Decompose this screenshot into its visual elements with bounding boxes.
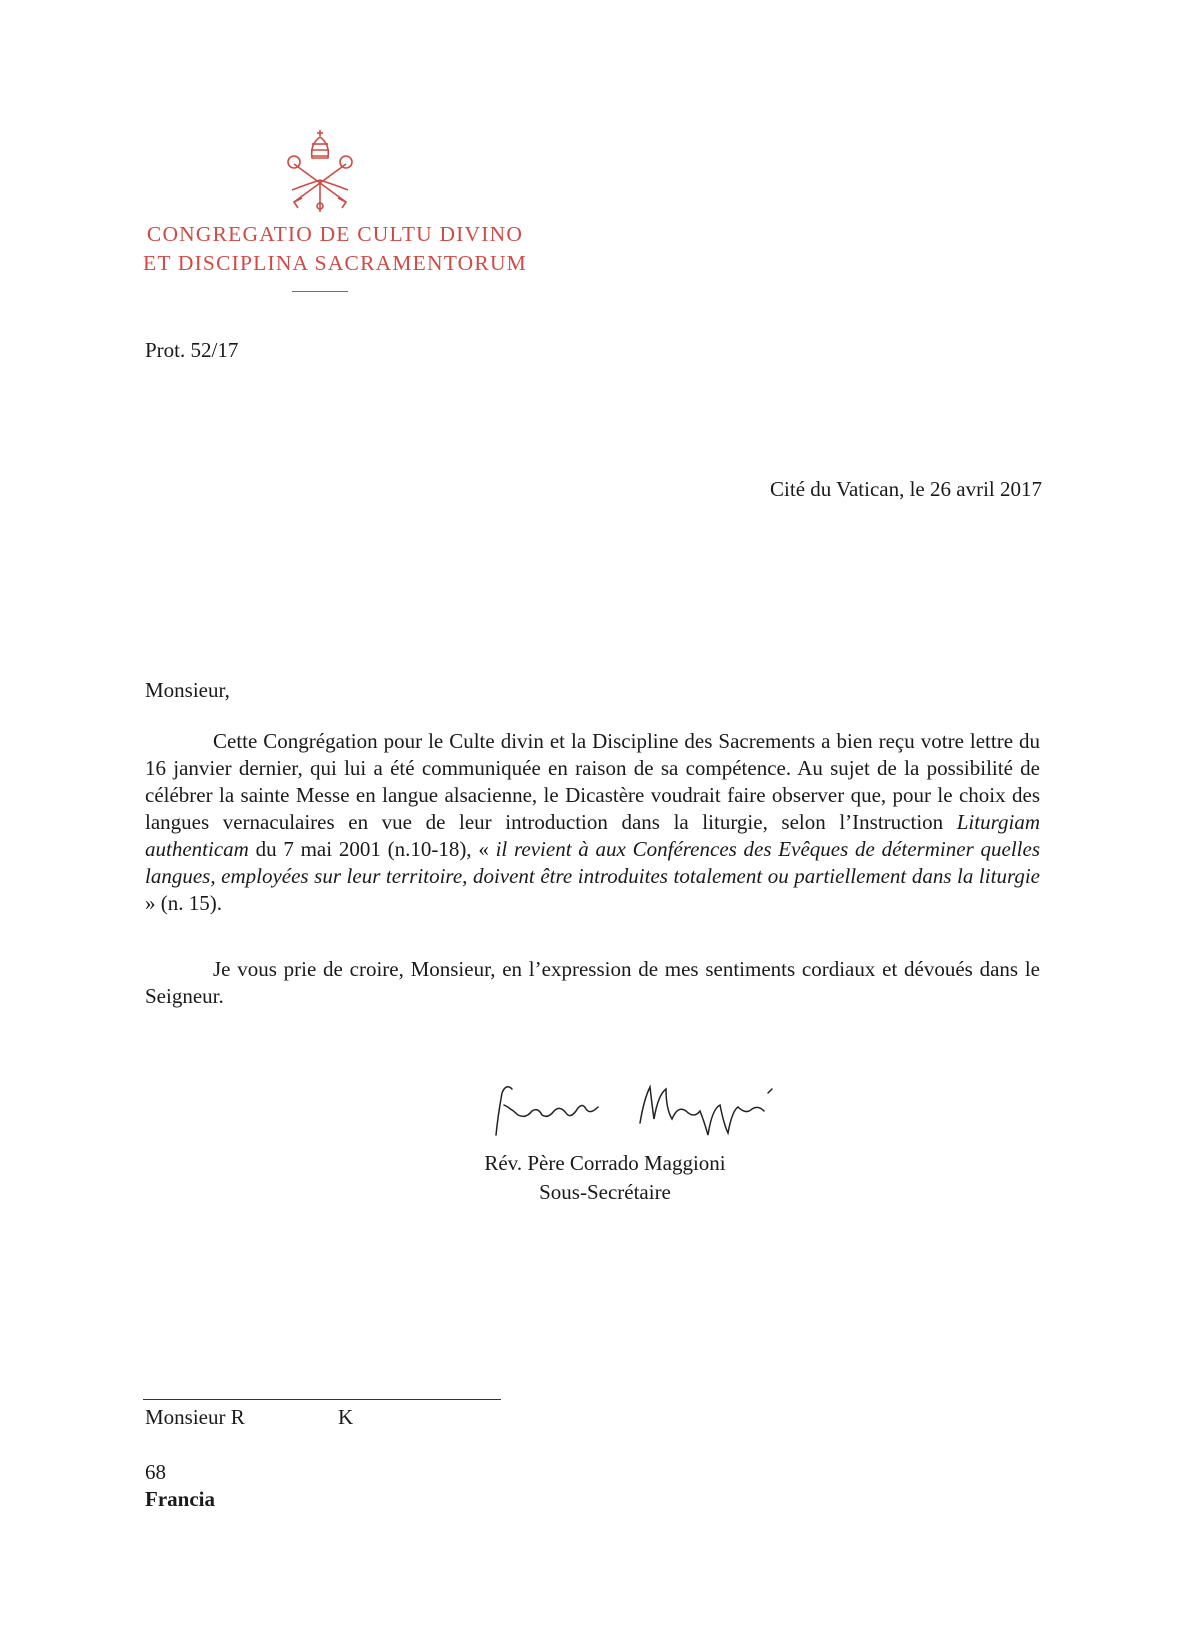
congregation-name [125, 220, 545, 278]
org-line-2: ET DISCIPLINA SACRAMENTORUM [142, 251, 527, 275]
date-line: Cité du Vatican, le 26 avril 2017 [770, 477, 1042, 501]
addressee-country: Francia [145, 1487, 215, 1511]
papal-emblem-icon [282, 128, 358, 214]
address-divider [143, 1399, 501, 1400]
p1-text-b: du 7 mai 2001 (n.10-18), « [248, 837, 496, 861]
p1-text-c: » (n. 15). [145, 891, 222, 915]
quoted-passage: il revient à aux Conférences des Evêques de déterminer quelles langues, employées sur leur territoire, doivent être introduites totalement ou partiellement dans la liturgie [145, 837, 1040, 888]
signatory-block [455, 1149, 755, 1207]
body-paragraph-2 [145, 956, 1040, 1010]
addressee-number: 68 [145, 1460, 166, 1484]
p1-text-a: Cette Congrégation pour le Culte divin et la Discipline des Sacrements a bien reçu votre lettre du 16 janvier dernier, qui lui a été communiquée en raison de sa compétence. Au sujet de la possibilité de célébrer la sainte Messe en langue alsacienne, le Dicastère voudrait faire observer que, pour le choix des langues vernaculaires en vue de leur introduction dans la liturgie, selon l’Instruction [145, 729, 1040, 834]
p2-text: Je vous prie de croire, Monsieur, en l’expression de mes sentiments cordiaux et dévoués dans le Seigneur. [145, 957, 1040, 1008]
signatory-title: Sous-Secrétaire [539, 1180, 671, 1204]
letterhead-divider [292, 291, 348, 292]
body-paragraph-1 [145, 728, 1040, 917]
salutation: Monsieur, [145, 678, 230, 702]
signatory-name: Rév. Père Corrado Maggioni [484, 1151, 726, 1175]
handwritten-signature [482, 1075, 802, 1147]
addressee-initial: K [338, 1405, 354, 1429]
protocol-number: Prot. 52/17 [145, 338, 239, 362]
addressee-name: Monsieur R [145, 1405, 245, 1429]
instruction-title: Liturgiam authenticam [145, 810, 1040, 861]
org-line-1: CONGREGATIO DE CULTU DIVINO [146, 222, 524, 246]
